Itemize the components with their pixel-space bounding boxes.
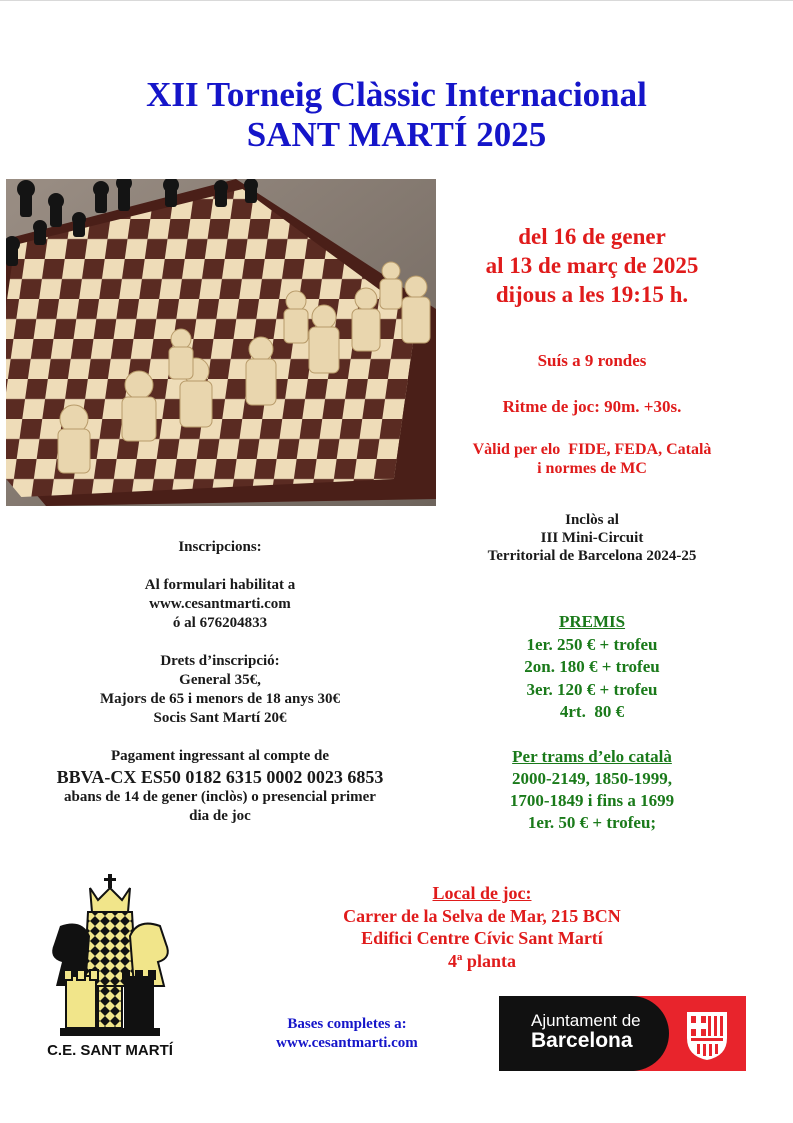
bases-link[interactable]: www.cesantmarti.com [276,1035,418,1051]
prize-item: 4rt. 80 € [559,702,625,721]
prize-item: 2on. 180 € + trofeu [524,657,660,676]
elo-prizes-line2: 1700-1849 i fins a 1699 [509,791,675,810]
rating-validity-line2: i normes de MC [537,460,647,477]
prizes-section [445,611,739,724]
elo-prizes-section [445,746,739,834]
time-control: Ritme de joc: 90m. +30s. [502,397,682,416]
prize-item: 1er. 250 € + trofeu [526,634,658,654]
fee-members: Socis Sant Martí 20€ [153,710,287,726]
payment-heading: Pagament ingressant al compte de [110,748,330,764]
circuit-line3: Territorial de Barcelona 2024-25 [487,548,697,564]
bases-heading: Bases completes a: [287,1016,407,1032]
venue-address: Carrer de la Selva de Mar, 215 BCN [343,905,621,926]
chess-board-photo [6,179,436,506]
page-subtitle: SANT MARTÍ 2025 [246,115,547,154]
barcelona-shield-icon [677,1004,737,1064]
payment-note-line1: abans de 14 de gener (inclòs) o presencial primer [64,789,376,805]
club-name: C.E. SANT MARTÍ [47,1042,173,1059]
website-link[interactable]: www.cesantmarti.com [149,596,291,612]
elo-prizes-heading: Per trams d’elo català [512,747,672,766]
tournament-format: Suís a 9 rondes [537,351,647,370]
chess-pieces-logo-icon [20,866,200,1041]
page-title: XII Torneig Clàssic Internacional [146,75,647,114]
prizes-heading: PREMIS [558,612,626,631]
top-border [0,0,793,1]
barcelona-council-logo [499,996,746,1071]
venue-section [290,882,674,972]
barcelona-logo-line1: Ajuntament de [531,1011,641,1030]
bases-section [240,1015,454,1053]
form-line1: Al formulari habilitat a [144,577,296,593]
fees-heading: Drets d’inscripció: [160,653,280,669]
venue-building: Edifici Centre Cívic Sant Martí [361,928,603,948]
rating-validity-line1: Vàlid per elo FIDE, FEDA, Català [472,441,712,458]
circuit-line1: Inclòs al [565,512,619,528]
end-date: al 13 de març de 2025 [485,253,699,278]
venue-floor: 4ª planta [448,950,516,971]
play-time: dijous a les 19:15 h. [495,282,689,307]
phone-number: ó al 676204833 [172,615,268,631]
prize-item: 3er. 120 € + trofeu [526,679,658,699]
rating-validity [445,440,739,478]
venue-heading: Local de joc: [432,883,532,903]
barcelona-logo-line2: Barcelona [531,1029,633,1052]
tournament-dates [445,222,739,309]
start-date: del 16 de gener [518,224,666,249]
bank-account: BBVA-CX ES50 0182 6315 0002 0023 6853 [56,767,384,787]
fee-seniors-juniors: Majors de 65 i menors de 18 anys 30€ [100,691,340,707]
circuit-info [445,511,739,565]
elo-prizes-line3: 1er. 50 € + trofeu; [527,813,657,832]
club-logo [20,866,200,1071]
circuit-line2: III Mini-Circuit [540,530,644,546]
inscriptions-section [50,538,390,826]
payment-note-line2: dia de joc [189,808,251,824]
elo-prizes-line1: 2000-2149, 1850-1999, [511,769,673,788]
fee-general: General 35€, [179,672,261,688]
inscriptions-heading: Inscripcions: [178,539,262,555]
